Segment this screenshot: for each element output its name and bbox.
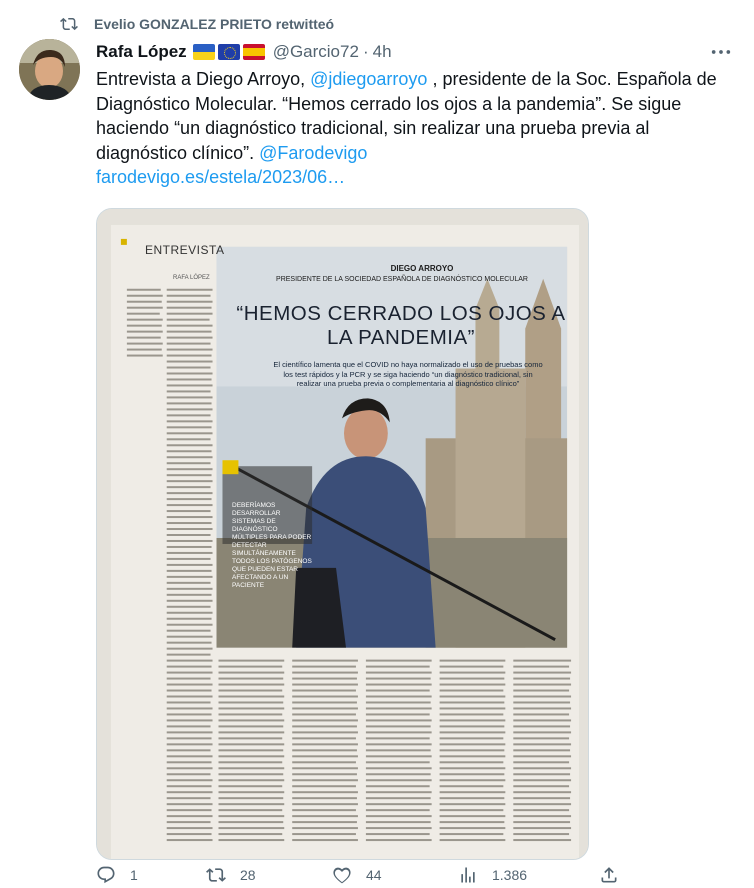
mention-link[interactable]: @jdiegoarroyo (310, 69, 428, 89)
author-handle[interactable]: @Garcio72 (272, 42, 359, 61)
newspaper-headline: “HEMOS CERRADO LOS OJOS A LA PANDEMIA” (236, 302, 566, 349)
newspaper-section-label: ENTREVISTA (145, 243, 225, 257)
newspaper-lead: El científico lamenta que el COVID no haya normalizado el uso de pruebas como los test rápidos y la PCR y se siga haciendo “un diagnóstico tradicional, sin realizar una prueba previa o complementaria al diagnóstico clínico” (273, 360, 543, 388)
like-count: 44 (366, 867, 382, 883)
eu-flag-icon (218, 44, 240, 60)
retweet-indicator (60, 14, 334, 34)
share-button[interactable] (599, 863, 619, 887)
reply-button[interactable] (96, 863, 138, 887)
author-name[interactable]: Rafa López (96, 42, 187, 61)
retweet-button[interactable] (206, 863, 256, 887)
tweet-header (96, 41, 734, 63)
mention-link[interactable]: @Farodevigo (259, 142, 368, 163)
reply-icon (96, 865, 116, 885)
retweet-count: 28 (240, 867, 256, 883)
newspaper-pullquote: DEBERÍAMOS DESARROLLAR SISTEMAS DE DIAGNÓSTICO MÚLTIPLES PARA PODER DETECTAR SIMULTÁNEAMENTE TODOS LOS PATÓGENOS QUE PUEDEN ESTAR AFECTANDO A UN PACIENTE (232, 502, 312, 589)
views-chart-icon (458, 865, 478, 885)
tweet-time[interactable]: 4h (372, 42, 392, 61)
tweet-image[interactable] (96, 208, 589, 860)
like-button[interactable] (332, 863, 382, 887)
more-options-icon[interactable] (710, 44, 732, 60)
reply-count: 1 (130, 867, 138, 883)
ukraine-flag-icon (193, 44, 215, 60)
newspaper-byline: RAFA LÓPEZ (173, 275, 210, 281)
tweet-text (96, 67, 736, 190)
retweet-text[interactable]: Evelio GONZALEZ PRIETO retwitteó (94, 16, 335, 32)
tweet-text-part: , presidente de la Soc. Española de Diagnóstico Molecular. “Hemos cerrado los ojos a la pandemia”. Se sigue haciendo “un diagnóstico tradicional, sin realizar una prueba previa al diagnóstico clínico”. (96, 69, 717, 163)
tweet-text-part: Entrevista a Diego Arroyo, (96, 69, 311, 89)
avatar[interactable] (19, 39, 80, 100)
url-link[interactable]: farodevigo.es/estela/2023/06… (96, 167, 346, 187)
views-count: 1.386 (492, 867, 528, 883)
separator-dot: · (362, 42, 369, 61)
newspaper-kicker: DIEGO ARROYO (390, 264, 454, 273)
retweet-icon (60, 15, 78, 33)
spain-flag-icon (243, 44, 265, 60)
share-icon (599, 865, 619, 885)
tweet-actions (96, 863, 736, 887)
retweet-icon (206, 865, 226, 885)
views-button[interactable] (458, 863, 527, 887)
heart-icon (332, 865, 352, 885)
newspaper-subtitle: PRESIDENTE DE LA SOCIEDAD ESPAÑOLA DE DIAGNÓSTICO MOLECULAR (276, 276, 528, 283)
